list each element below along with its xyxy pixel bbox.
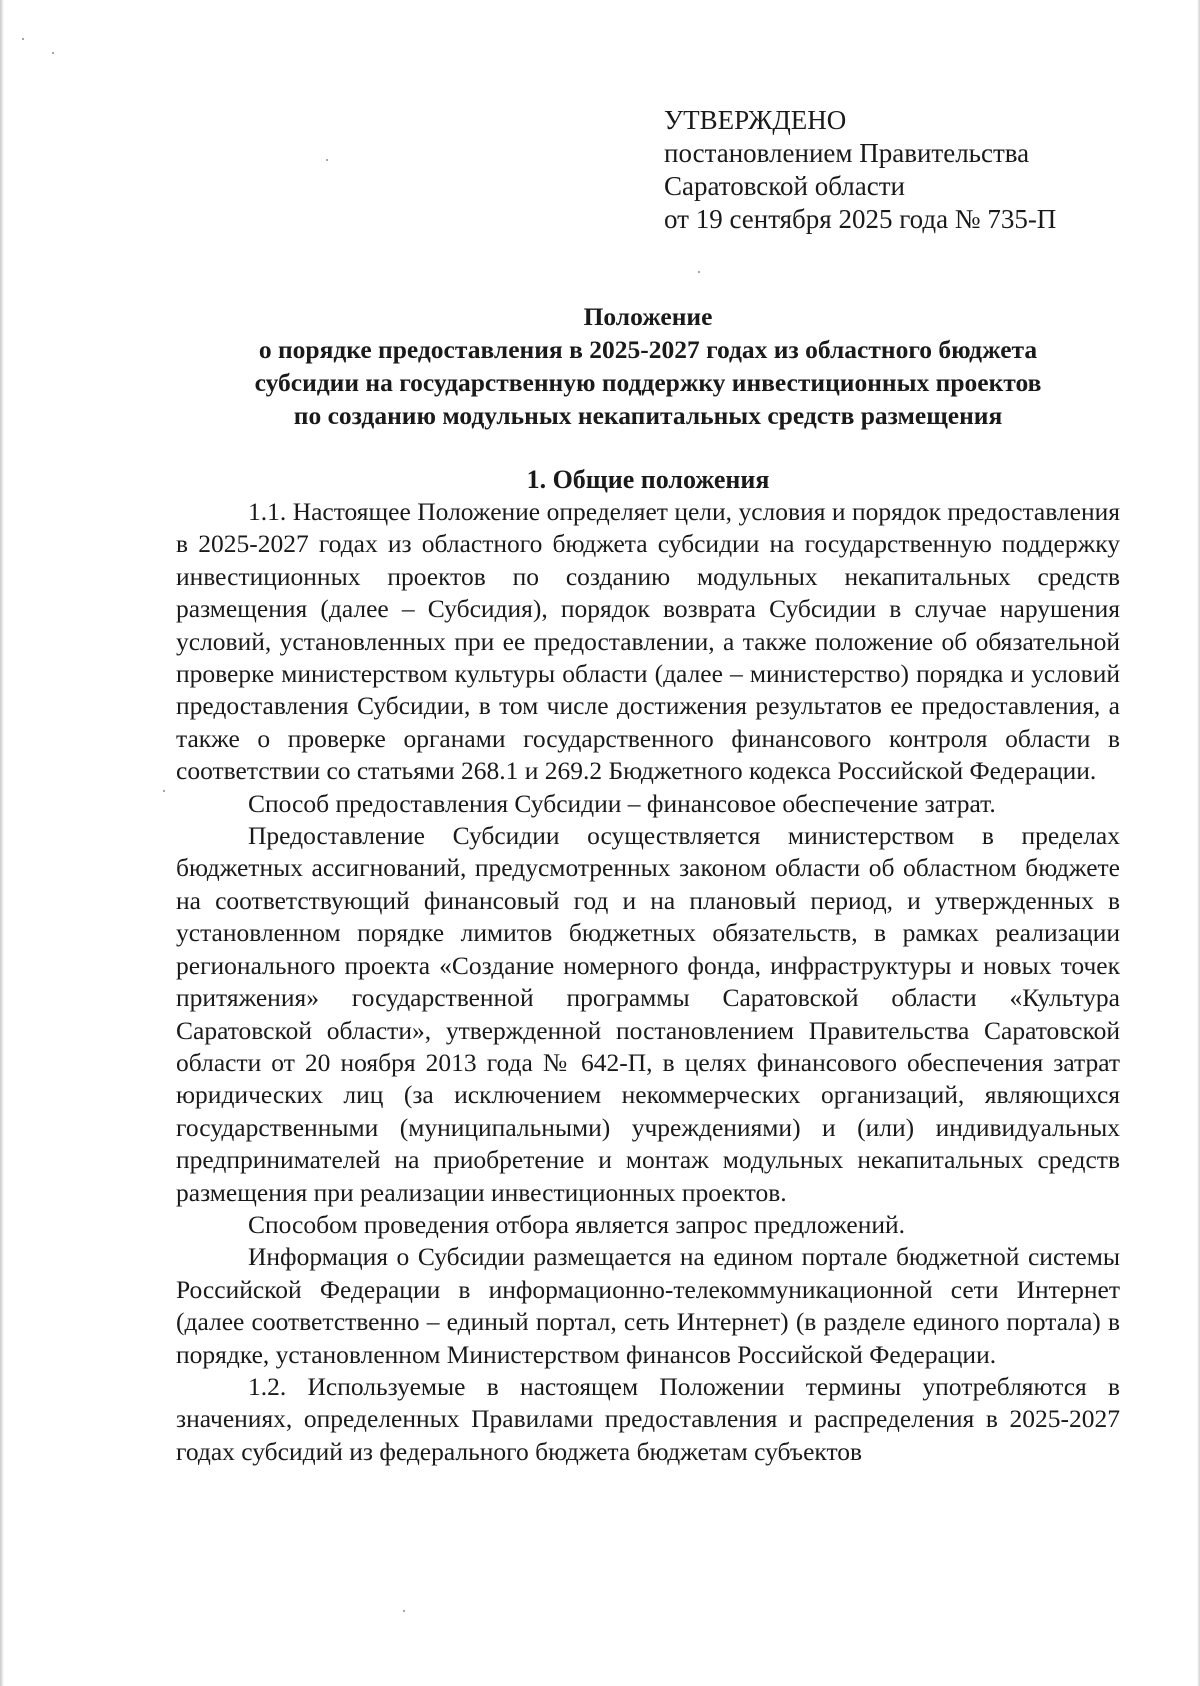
scan-speck	[698, 271, 700, 273]
scan-speck	[403, 1610, 405, 1612]
paragraph: 1.1. Настоящее Положение определяет цели, условия и порядок предоставления в 2025-2027 годах из областного бюджета субсидии на государственную поддержку инвестиционных проектов по созданию модульных некапитальных средств размещения (далее – Субсидия), порядок возврата Субсидии в случае нарушения условий, установленных при ее предоставлении, а также положение об обязательной проверке министерством культуры области (далее – министерство) порядка и условий предоставления Субсидии, в том числе достижения результатов ее предоставления, а также о проверке органами государственного финансового контроля области в соответствии со статьями 268.1 и 269.2 Бюджетного кодекса Российской Федерации.	[176, 497, 1120, 786]
paragraph: Способом проведения отбора является запрос предложений.	[248, 1209, 906, 1239]
title-line-3: субсидии на государственную поддержку инвестиционных проектов	[254, 368, 1042, 397]
paragraph: 1.2. Используемые в настоящем Положении термины употребляются в значениях, определенных Правилами предоставления и распределения в 2025-2027 годах субсидий из федерального бюджета бюджетам субъектов	[176, 1371, 1120, 1466]
section-body	[176, 496, 1120, 1468]
paragraph: Информация о Субсидии размещается на едином портале бюджетной системы Российской Федерации в информационно-телекоммуникационной сети Интернет (далее соответственно – единый портал, сеть Интернет) (в разделе единого портала) в порядке, установленном Министерством финансов Российской Федерации.	[176, 1242, 1120, 1369]
approval-authority: постановлением Правительства	[664, 138, 1030, 168]
document-title	[176, 300, 1120, 432]
paragraph: Способ предоставления Субсидии – финансовое обеспечение затрат.	[248, 788, 996, 818]
section-heading: 1. Общие положения	[526, 465, 770, 494]
approval-region: Саратовской области	[664, 171, 905, 201]
scan-speck	[22, 38, 24, 40]
title-line-4: по созданию модульных некапитальных средств размещения	[293, 401, 1003, 430]
approval-label: УТВЕРЖДЕНО	[664, 105, 847, 135]
scan-speck	[52, 52, 54, 54]
approval-stamp-block	[664, 104, 1124, 236]
scan-speck	[326, 159, 328, 161]
title-line-1: Положение	[583, 302, 713, 331]
scan-edge-left	[0, 0, 4, 1686]
approval-date-number: от 19 сентября 2025 года № 735-П	[664, 204, 1057, 234]
paragraph: Предоставление Субсидии осуществляется министерством в пределах бюджетных ассигнований, предусмотренных законом области об областном бюджете на соответствующий финансовый год и на плановый период, и утвержденных в установленном порядке лимитов бюджетных обязательств, в рамках реализации регионального проекта «Создание номерного фонда, инфраструктуры и новых точек притяжения» государственной программы Саратовской области «Культура Саратовской области», утвержденной постановлением Правительства Саратовской области от 20 ноября 2013 года № 642-П, в целях финансового обеспечения затрат юридических лиц (за исключением некоммерческих организаций, являющихся государственными (муниципальными) учреждениями) и (или) индивидуальных предпринимателей на приобретение и монтаж модульных некапитальных средств размещения при реализации инвестиционных проектов.	[176, 821, 1120, 1207]
scan-speck	[163, 790, 165, 792]
title-line-2: о порядке предоставления в 2025-2027 годах из областного бюджета	[258, 335, 1038, 364]
